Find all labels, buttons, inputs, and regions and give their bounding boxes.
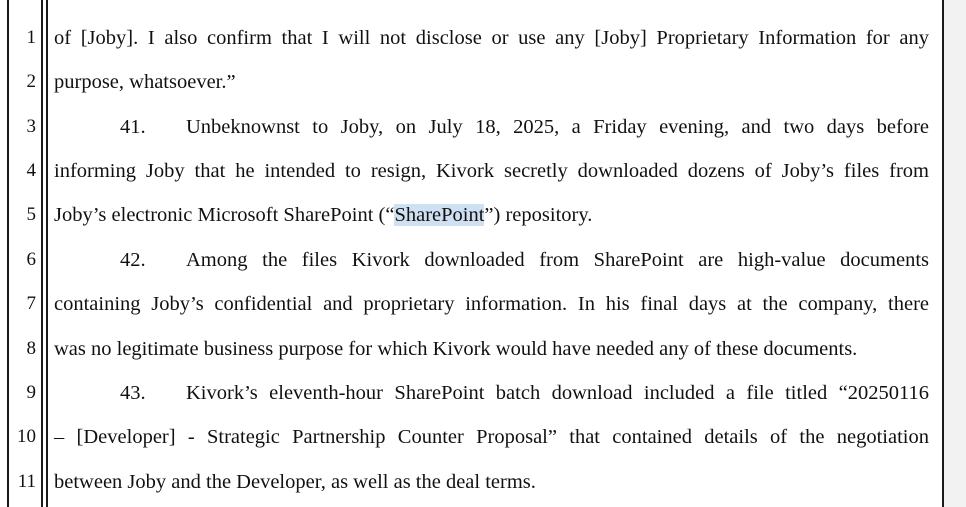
line-number: 9 [26, 382, 36, 403]
body-text-line: of [Joby]. I also confirm that I will not disclose or use any [Joby] Proprietary Information for any [54, 27, 929, 49]
body-text-line: containing Joby’s confidential and proprietary information. In his final days at the company, there [54, 293, 929, 315]
line-number-rule-outer [46, 0, 48, 507]
line-number: 4 [26, 160, 36, 181]
body-text: ”) repository. [484, 204, 593, 226]
paragraph-number: 43. [120, 382, 146, 404]
line-number: 2 [26, 71, 36, 92]
body-text: Joby’s electronic Microsoft SharePoint (“ [54, 204, 395, 226]
line-number: 1 [26, 27, 36, 48]
paragraph-41-first-line [54, 115, 929, 139]
paragraph-42-first-line [54, 248, 929, 272]
body-text: Unbeknownst to Joby, on July 18, 2025, a Friday evening, and two days before [186, 116, 929, 138]
line-number: 11 [17, 471, 36, 492]
line-number: 8 [26, 338, 36, 359]
line-number: 5 [26, 204, 36, 225]
body-text-line: between Joby and the Developer, as well as the deal terms. [54, 471, 536, 493]
line-number: 3 [26, 116, 36, 137]
body-text-line: was no legitimate business purpose for which Kivork would have needed any of these documents. [54, 338, 858, 360]
line-number: 7 [26, 293, 36, 314]
line-number-rule-inner [41, 0, 43, 507]
body-text: Among the files Kivork downloaded from SharePoint are high-value documents [186, 249, 929, 271]
body-text-line: informing Joby that he intended to resign, Kivork secretly downloaded dozens of Joby’s files from [54, 160, 929, 182]
body-text: Kivork’s eleventh-hour SharePoint batch download included a file titled “20250116 [186, 382, 929, 404]
body-text-line: purpose, whatsoever.” [54, 71, 236, 93]
selected-text-highlight[interactable]: SharePoint [394, 204, 485, 226]
line-number: 6 [26, 249, 36, 270]
body-text-line [54, 203, 929, 227]
paragraph-43-first-line [54, 381, 929, 405]
line-number: 10 [17, 426, 36, 447]
paragraph-number: 41. [120, 116, 146, 138]
body-text-line: – [Developer] - Strategic Partnership Counter Proposal” that contained details of the negotiation [54, 426, 929, 448]
right-margin-area [944, 0, 966, 507]
line-number-column [8, 0, 40, 507]
paragraph-number: 42. [120, 249, 146, 271]
